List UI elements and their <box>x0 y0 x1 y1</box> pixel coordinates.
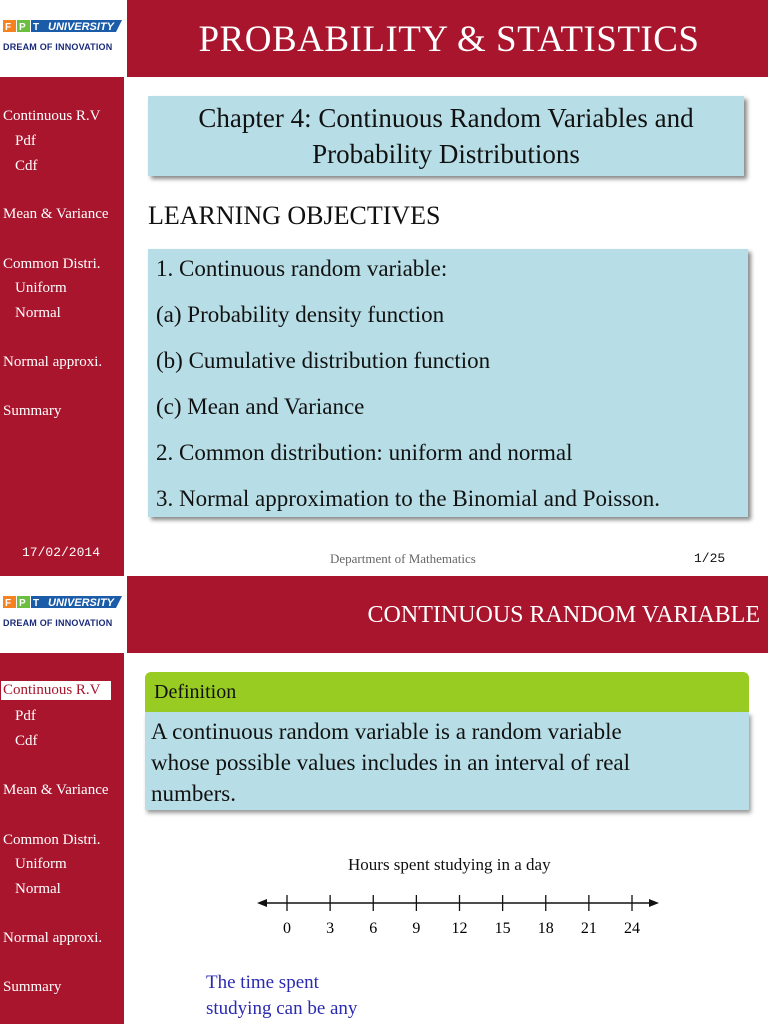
tick-label: 6 <box>369 920 378 937</box>
slide-2 <box>0 576 768 1024</box>
note-text <box>206 970 406 1022</box>
nav-common-distri[interactable]: Common Distri. <box>3 832 101 848</box>
slide-title: PROBABILITY & STATISTICS <box>198 19 700 60</box>
objective-item: 3. Normal approximation to the Binomial and Poisson. <box>156 486 661 511</box>
tick-label: 18 <box>537 920 554 937</box>
nav-uniform[interactable]: Uniform <box>15 856 67 872</box>
svg-text:P: P <box>19 598 26 609</box>
nav-cdf[interactable]: Cdf <box>15 158 38 174</box>
nav-continuous-rv[interactable]: Continuous R.V <box>0 680 112 701</box>
sidebar <box>0 653 124 1024</box>
chapter-title-line-2: Probability Distributions <box>312 139 580 169</box>
nav-common-distri[interactable]: Common Distri. <box>3 256 101 272</box>
nav-normal-approxi[interactable]: Normal approxi. <box>3 354 103 370</box>
number-line-chart <box>255 889 665 939</box>
svg-text:T: T <box>33 598 40 609</box>
note-line-2: studying can be any <box>206 998 358 1019</box>
svg-text:P: P <box>19 22 26 33</box>
tick-label: 24 <box>624 920 640 937</box>
objectives-box <box>148 249 748 517</box>
svg-text:UNIVERSITY: UNIVERSITY <box>48 21 115 33</box>
nav-cdf[interactable]: Cdf <box>15 733 38 749</box>
tick-label: 12 <box>451 920 468 937</box>
objective-item: (c) Mean and Variance <box>156 394 365 419</box>
objective-item: 1. Continuous random variable: <box>156 256 448 281</box>
nav-uniform[interactable]: Uniform <box>15 280 67 296</box>
svg-text:F: F <box>5 22 12 33</box>
logo <box>0 0 124 77</box>
nav-summary[interactable]: Summary <box>3 979 62 995</box>
svg-text:F: F <box>5 598 12 609</box>
svg-text:T: T <box>33 22 40 33</box>
nav-normal-approxi[interactable]: Normal approxi. <box>3 930 103 946</box>
objectives-heading: LEARNING OBJECTIVES <box>148 201 441 230</box>
definition-line-3: numbers. <box>151 781 236 806</box>
slide-title: CONTINUOUS RANDOM VARIABLE <box>367 602 760 628</box>
fpt-university-logo-icon <box>0 576 124 616</box>
fpt-university-logo-icon <box>0 0 124 40</box>
nav-mean-variance[interactable]: Mean & Variance <box>3 782 109 798</box>
chart-title: Hours spent studying in a day <box>348 855 551 874</box>
objective-item: (a) Probability density function <box>156 302 445 327</box>
definition-line-1: A continuous random variable is a random variable <box>151 719 622 744</box>
definition-body <box>145 712 749 810</box>
nav-mean-variance[interactable]: Mean & Variance <box>3 206 109 222</box>
note-line-1: The time spent <box>206 972 319 993</box>
footer-date: 17/02/2014 <box>22 545 101 560</box>
nav-normal[interactable]: Normal <box>15 305 61 321</box>
footer-department: Department of Mathematics <box>330 551 476 566</box>
tick-label: 15 <box>494 920 511 937</box>
tick-label: 9 <box>412 920 421 937</box>
logo-tagline: DREAM OF INNOVATION <box>3 42 113 52</box>
tick-label: 3 <box>326 920 335 937</box>
definition-line-2: whose possible values includes in an interval of real <box>151 750 631 775</box>
arrow-right-icon <box>649 899 659 907</box>
tick-label: 0 <box>283 920 291 937</box>
svg-text:UNIVERSITY: UNIVERSITY <box>48 597 115 609</box>
nav-continuous-rv[interactable]: Continuous R.V <box>3 108 101 124</box>
arrow-left-icon <box>257 899 267 907</box>
tick-label: 21 <box>580 920 597 937</box>
nav-pdf[interactable]: Pdf <box>15 133 36 149</box>
footer-page-number: 1/25 <box>694 551 726 566</box>
nav-summary[interactable]: Summary <box>3 403 62 419</box>
objective-item: (b) Cumulative distribution function <box>156 348 491 373</box>
definition-label: Definition <box>145 672 749 712</box>
chapter-title-box <box>148 96 744 176</box>
definition-box <box>145 672 753 816</box>
nav-normal[interactable]: Normal <box>15 881 61 897</box>
chapter-title-line-1: Chapter 4: Continuous Random Variables and <box>198 103 694 133</box>
nav-pdf[interactable]: Pdf <box>15 708 36 724</box>
logo <box>0 576 124 653</box>
objective-item: 2. Common distribution: uniform and normal <box>156 440 573 465</box>
logo-tagline: DREAM OF INNOVATION <box>3 618 113 628</box>
sidebar <box>0 77 124 576</box>
